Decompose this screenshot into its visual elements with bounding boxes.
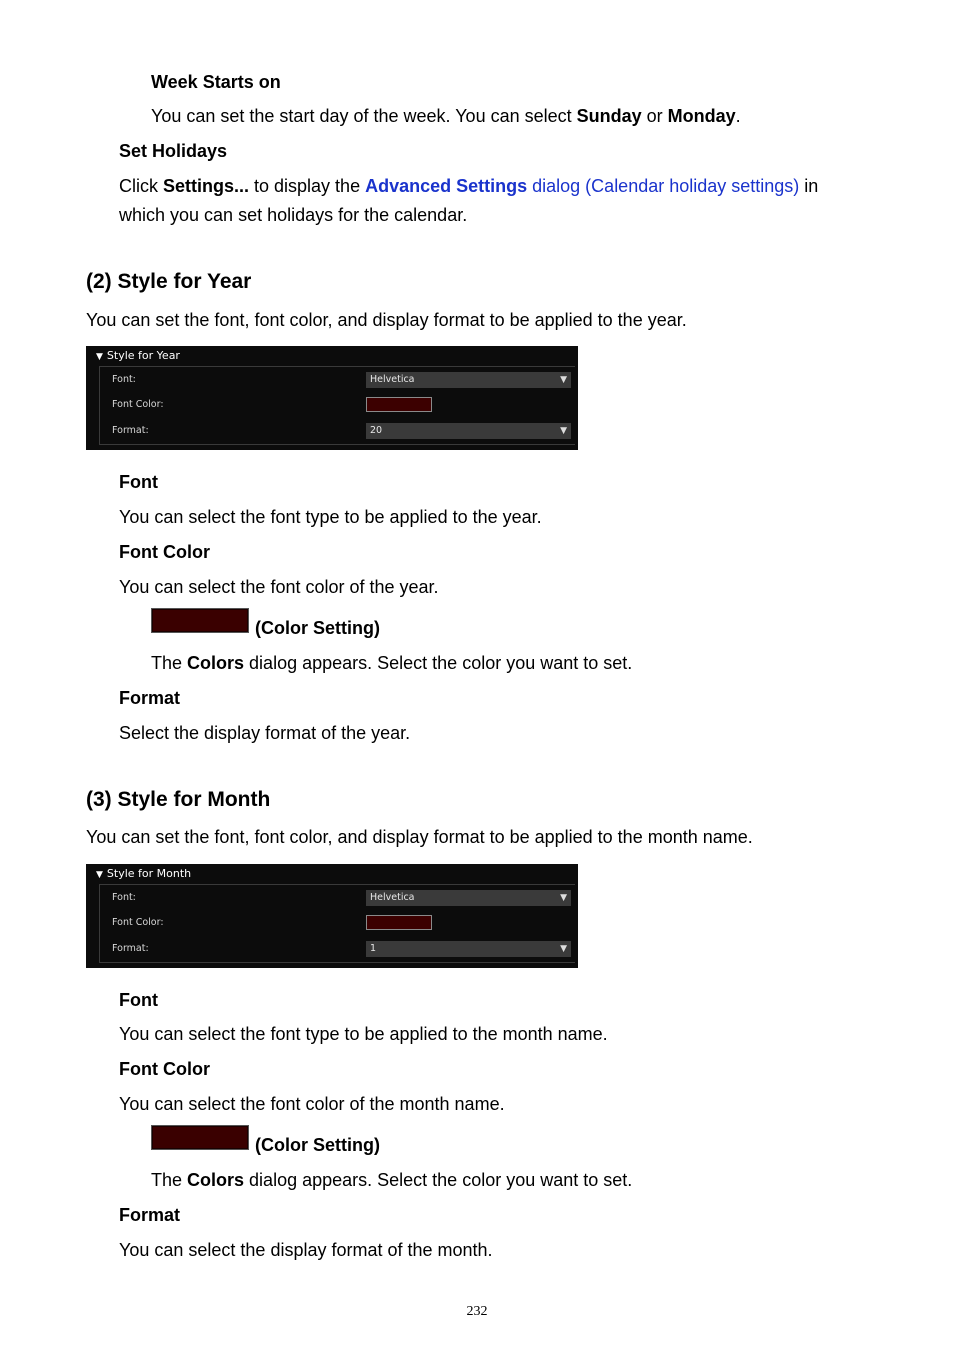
format-select[interactable] [366, 423, 571, 439]
year-font-heading: Font [119, 472, 158, 492]
font-select[interactable] [366, 890, 571, 906]
month-font-color-text: You can select the font color of the month name. [119, 1094, 505, 1114]
text: . [735, 106, 741, 126]
year-color-setting-label: (Color Setting) [255, 618, 380, 638]
month-font-heading: Font [119, 990, 158, 1010]
year-color-setting-button[interactable] [151, 608, 249, 633]
font-color-swatch[interactable] [366, 915, 432, 930]
set-holidays-text-2: which you can set holidays for the calendar. [119, 205, 468, 225]
month-font-color-heading: Font Color [119, 1059, 210, 1079]
font-color-swatch[interactable] [366, 397, 432, 412]
chevron-down-icon: ▼ [560, 375, 567, 385]
font-color-label: Font Color: [112, 917, 164, 928]
panel-title-text: Style for Year [106, 349, 180, 362]
panel-title[interactable] [96, 867, 191, 880]
year-font-color-text: You can select the font color of the year. [119, 577, 439, 597]
panel-body [99, 366, 575, 445]
style-for-month-intro: You can set the font, font color, and display format to be applied to the month name. [86, 827, 753, 847]
format-select-value: 1 [370, 943, 377, 954]
font-select-value: Helvetica [370, 374, 415, 385]
text: to display the [249, 176, 366, 196]
panel-title-text: Style for Month [106, 867, 192, 880]
style-for-year-panel [86, 346, 578, 450]
colors-term: Colors [187, 653, 245, 673]
month-format-text: You can select the display format of the month. [119, 1240, 493, 1260]
text: The [151, 1170, 188, 1190]
text: in [799, 176, 819, 196]
year-format-text: Select the display format of the year. [119, 723, 411, 743]
month-color-setting-button[interactable] [151, 1125, 249, 1150]
text: The [151, 653, 188, 673]
style-for-year-heading: (2) Style for Year [86, 270, 252, 293]
year-font-color-heading: Font Color [119, 542, 210, 562]
text: or [641, 106, 668, 126]
sunday-term: Sunday [576, 106, 642, 126]
chevron-down-icon: ▼ [560, 426, 567, 436]
text: dialog appears. Select the color you want to set. [244, 653, 633, 673]
style-for-year-intro: You can set the font, font color, and display format to be applied to the year. [86, 310, 687, 330]
year-font-text: You can select the font type to be applied to the year. [119, 507, 542, 527]
month-font-text: You can select the font type to be applied to the month name. [119, 1024, 608, 1044]
text: Click [119, 176, 163, 196]
format-label: Format: [112, 425, 149, 436]
link-bold: Advanced Settings [365, 176, 528, 196]
chevron-down-icon: ▼ [560, 944, 567, 954]
format-select[interactable] [366, 941, 571, 957]
month-color-setting-label: (Color Setting) [255, 1135, 380, 1155]
font-select[interactable] [366, 372, 571, 388]
triangle-down-icon: ▼ [96, 870, 103, 880]
text: You can set the start day of the week. You can select [151, 106, 577, 126]
panel-title[interactable] [96, 349, 180, 362]
font-label: Font: [112, 892, 136, 903]
year-colors-text [151, 652, 632, 674]
colors-term: Colors [187, 1170, 245, 1190]
text: dialog appears. Select the color you want to set. [244, 1170, 633, 1190]
settings-term: Settings... [163, 176, 250, 196]
year-format-heading: Format [119, 688, 181, 708]
chevron-down-icon: ▼ [560, 893, 567, 903]
link-rest: dialog (Calendar holiday settings) [527, 176, 800, 196]
style-for-month-panel [86, 864, 578, 968]
month-format-heading: Format [119, 1205, 181, 1225]
month-colors-text [151, 1169, 632, 1191]
font-label: Font: [112, 374, 136, 385]
set-holidays-text [119, 175, 818, 197]
style-for-month-heading: (3) Style for Month [86, 788, 271, 811]
panel-body [99, 884, 575, 963]
monday-term: Monday [667, 106, 736, 126]
font-select-value: Helvetica [370, 892, 415, 903]
week-starts-text [151, 105, 741, 127]
set-holidays-heading: Set Holidays [119, 141, 228, 161]
format-select-value: 20 [370, 425, 383, 436]
advanced-settings-link[interactable] [365, 176, 799, 196]
triangle-down-icon: ▼ [96, 352, 103, 362]
font-color-label: Font Color: [112, 399, 164, 410]
week-starts-heading: Week Starts on [151, 72, 281, 92]
page-number: 232 [466, 1304, 488, 1319]
format-label: Format: [112, 943, 149, 954]
